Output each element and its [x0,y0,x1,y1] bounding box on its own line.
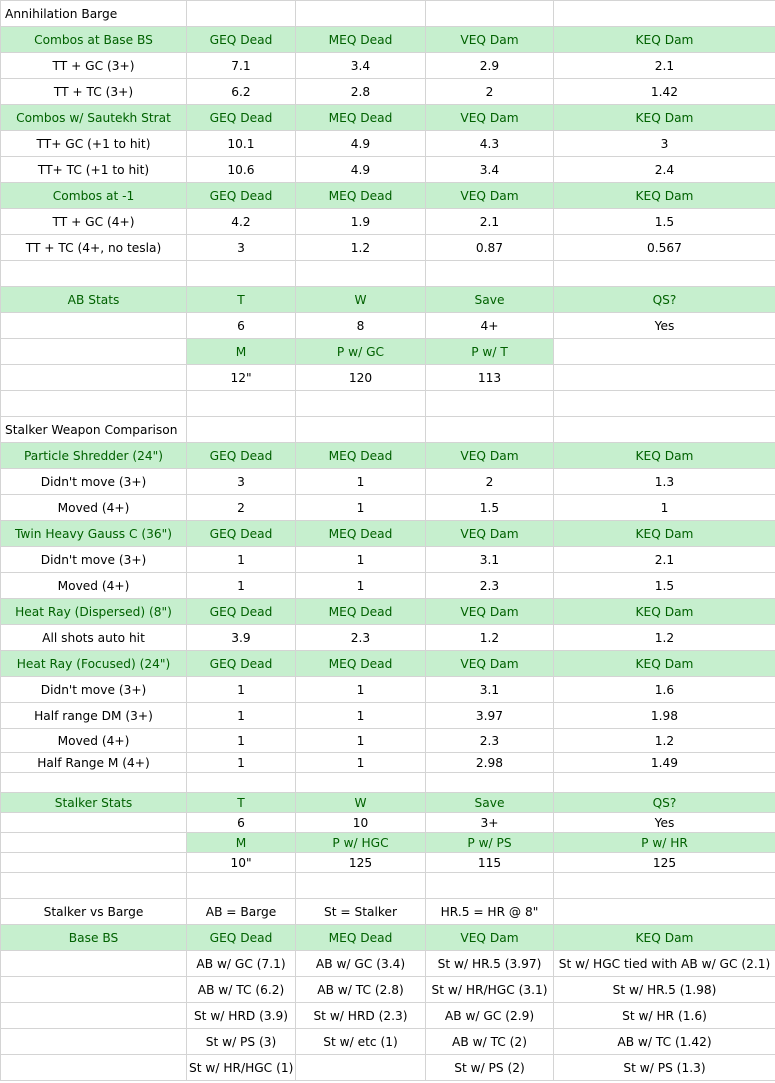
cell[interactable] [187,773,296,793]
cell[interactable]: Stalker vs Barge [1,899,187,925]
cell[interactable]: 1 [187,729,296,753]
cell[interactable]: VEQ Dam [426,183,554,209]
cell[interactable]: TT + GC (4+) [1,209,187,235]
cell[interactable]: St w/ HRD (3.9) [187,1003,296,1029]
cell[interactable]: 1.2 [554,729,775,753]
table-row [1,1055,775,1081]
cell[interactable] [1,833,187,853]
cell[interactable]: 2.1 [554,547,775,573]
cell[interactable]: 2.9 [426,53,554,79]
cell[interactable]: VEQ Dam [426,651,554,677]
cell[interactable]: W [296,793,426,813]
cell[interactable] [296,773,426,793]
table-row [1,1,775,27]
cell[interactable]: Yes [554,813,775,833]
cell[interactable]: Moved (4+) [1,495,187,521]
cell[interactable]: 125 [554,853,775,873]
cell[interactable]: 10 [296,813,426,833]
table-row [1,313,775,339]
cell[interactable]: 2 [426,469,554,495]
cell[interactable]: 2.3 [426,729,554,753]
cell[interactable]: 10.6 [187,157,296,183]
cell[interactable] [187,417,296,443]
cell[interactable] [1,977,187,1003]
spreadsheet-body [1,1,775,1081]
cell[interactable]: TT + TC (3+) [1,79,187,105]
cell[interactable]: Combos at Base BS [1,27,187,53]
cell[interactable]: GEQ Dead [187,105,296,131]
cell[interactable]: St = Stalker [296,899,426,925]
cell[interactable]: Didn't move (3+) [1,677,187,703]
cell[interactable]: Moved (4+) [1,573,187,599]
cell[interactable]: W [296,287,426,313]
cell[interactable] [1,1055,187,1081]
header-row [1,287,775,313]
cell[interactable]: AB w/ TC (1.42) [554,1029,775,1055]
cell[interactable]: GEQ Dead [187,925,296,951]
cell[interactable]: Heat Ray (Dispersed) (8") [1,599,187,625]
cell[interactable] [187,261,296,287]
cell[interactable]: Base BS [1,925,187,951]
cell[interactable]: St w/ PS (2) [426,1055,554,1081]
cell[interactable]: 8 [296,313,426,339]
cell[interactable]: Stalker Weapon Comparison [1,417,187,443]
table-row [1,131,775,157]
cell[interactable]: 3.1 [426,547,554,573]
table-row [1,235,775,261]
cell[interactable]: AB w/ TC (2.8) [296,977,426,1003]
cell[interactable]: 1.49 [554,753,775,773]
cell[interactable] [1,873,187,899]
cell[interactable] [554,365,775,391]
table-row [1,1003,775,1029]
cell[interactable] [296,873,426,899]
cell[interactable]: 0.87 [426,235,554,261]
table-row [1,813,775,833]
header-row [1,521,775,547]
cell[interactable]: 1 [296,469,426,495]
cell[interactable]: 115 [426,853,554,873]
cell[interactable]: KEQ Dam [554,105,775,131]
table-row [1,677,775,703]
cell[interactable]: St w/ HR/HGC (3.1) [426,977,554,1003]
cell[interactable]: 1 [296,729,426,753]
cell[interactable] [426,773,554,793]
cell[interactable] [554,773,775,793]
cell[interactable]: Combos w/ Sautekh Strat [1,105,187,131]
cell[interactable]: KEQ Dam [554,521,775,547]
table-row [1,417,775,443]
cell[interactable] [426,261,554,287]
header-row [1,599,775,625]
cell[interactable]: GEQ Dead [187,443,296,469]
cell[interactable] [1,951,187,977]
cell[interactable]: KEQ Dam [554,183,775,209]
cell[interactable] [296,1,426,27]
cell[interactable]: 1 [554,495,775,521]
header-row [1,651,775,677]
header-row [1,443,775,469]
cell[interactable]: QS? [554,287,775,313]
cell[interactable]: MEQ Dead [296,651,426,677]
cell[interactable]: KEQ Dam [554,443,775,469]
cell[interactable]: AB w/ GC (7.1) [187,951,296,977]
cell[interactable]: Heat Ray (Focused) (24") [1,651,187,677]
cell[interactable]: QS? [554,793,775,813]
table-row [1,495,775,521]
table-row [1,1029,775,1055]
cell[interactable]: 1.9 [296,209,426,235]
cell[interactable]: Save [426,793,554,813]
cell[interactable] [1,365,187,391]
cell[interactable]: VEQ Dam [426,27,554,53]
cell[interactable]: GEQ Dead [187,183,296,209]
cell[interactable]: MEQ Dead [296,925,426,951]
cell[interactable] [296,1055,426,1081]
cell[interactable]: 120 [296,365,426,391]
cell[interactable]: AB = Barge [187,899,296,925]
cell[interactable]: AB w/ TC (6.2) [187,977,296,1003]
cell[interactable]: KEQ Dam [554,651,775,677]
cell[interactable] [1,813,187,833]
cell[interactable]: 3.1 [426,677,554,703]
cell[interactable]: St w/ etc (1) [296,1029,426,1055]
cell[interactable] [187,1,296,27]
cell[interactable]: M [187,339,296,365]
cell[interactable] [296,391,426,417]
cell[interactable]: 1 [296,703,426,729]
cell[interactable] [1,773,187,793]
cell[interactable] [1,313,187,339]
cell[interactable] [426,873,554,899]
table-row [1,53,775,79]
cell[interactable] [426,417,554,443]
cell[interactable]: 0.567 [554,235,775,261]
cell[interactable]: 3.4 [426,157,554,183]
cell[interactable]: 3 [187,469,296,495]
cell[interactable]: Particle Shredder (24") [1,443,187,469]
cell[interactable]: Combos at -1 [1,183,187,209]
cell[interactable] [187,873,296,899]
cell[interactable]: MEQ Dead [296,27,426,53]
cell[interactable]: 3.4 [296,53,426,79]
cell[interactable]: 1 [187,703,296,729]
cell[interactable]: St w/ HGC tied with AB w/ GC (2.1) [554,951,775,977]
cell[interactable]: 10.1 [187,131,296,157]
cell[interactable] [187,391,296,417]
cell[interactable]: St w/ HR/HGC (1) [187,1055,296,1081]
table-row [1,899,775,925]
cell[interactable] [426,1,554,27]
cell[interactable]: Stalker Stats [1,793,187,813]
cell[interactable]: MEQ Dead [296,599,426,625]
cell[interactable]: AB w/ GC (3.4) [296,951,426,977]
cell[interactable]: 1 [296,495,426,521]
cell[interactable]: Save [426,287,554,313]
header-row [1,793,775,813]
cell[interactable]: 2 [187,495,296,521]
cell[interactable]: KEQ Dam [554,599,775,625]
cell[interactable]: 6 [187,813,296,833]
cell[interactable]: MEQ Dead [296,521,426,547]
table-row [1,339,775,365]
cell[interactable]: 1 [296,547,426,573]
cell[interactable]: 2.4 [554,157,775,183]
header-row [1,183,775,209]
header-row [1,27,775,53]
cell[interactable] [296,417,426,443]
cell[interactable]: 1 [187,677,296,703]
cell[interactable]: TT + TC (4+, no tesla) [1,235,187,261]
cell[interactable]: St w/ HR (1.6) [554,1003,775,1029]
cell[interactable]: 1.2 [554,625,775,651]
header-row [1,925,775,951]
cell[interactable] [554,1,775,27]
cell[interactable]: 3+ [426,813,554,833]
cell[interactable] [554,873,775,899]
cell[interactable]: 4.9 [296,131,426,157]
cell[interactable]: 125 [296,853,426,873]
cell[interactable]: MEQ Dead [296,183,426,209]
header-row [1,105,775,131]
table-row [1,703,775,729]
cell[interactable]: 1 [187,573,296,599]
table-row [1,573,775,599]
cell[interactable]: 3 [554,131,775,157]
cell[interactable]: 1 [296,677,426,703]
table-row [1,209,775,235]
cell[interactable]: Annihilation Barge [1,1,187,27]
table-row [1,977,775,1003]
cell[interactable]: KEQ Dam [554,27,775,53]
table-row [1,469,775,495]
cell[interactable]: 2 [426,79,554,105]
cell[interactable] [554,417,775,443]
cell[interactable]: 2.1 [426,209,554,235]
cell[interactable]: 113 [426,365,554,391]
table-row [1,853,775,873]
cell[interactable] [554,899,775,925]
cell[interactable]: 3.97 [426,703,554,729]
table-row [1,873,775,899]
cell[interactable]: St w/ HR.5 (3.97) [426,951,554,977]
cell[interactable] [1,853,187,873]
cell[interactable]: TT + GC (3+) [1,53,187,79]
table-row [1,833,775,853]
cell[interactable]: AB w/ TC (2) [426,1029,554,1055]
table-row [1,79,775,105]
cell[interactable]: 1 [187,547,296,573]
cell[interactable]: Half range DM (3+) [1,703,187,729]
cell[interactable]: Didn't move (3+) [1,547,187,573]
cell[interactable]: T [187,287,296,313]
table-row [1,365,775,391]
cell[interactable]: 4.2 [187,209,296,235]
cell[interactable]: Yes [554,313,775,339]
cell[interactable]: 3.9 [187,625,296,651]
table-row [1,951,775,977]
cell[interactable]: 1.2 [426,625,554,651]
cell[interactable]: 1.5 [554,209,775,235]
cell[interactable]: VEQ Dam [426,521,554,547]
table-row [1,753,775,773]
cell[interactable] [1,391,187,417]
cell[interactable]: 1.5 [426,495,554,521]
cell[interactable]: 6 [187,313,296,339]
cell[interactable]: 1.42 [554,79,775,105]
cell[interactable] [1,1029,187,1055]
cell[interactable]: AB Stats [1,287,187,313]
cell[interactable]: MEQ Dead [296,105,426,131]
cell[interactable] [426,391,554,417]
cell[interactable]: 4.9 [296,157,426,183]
cell[interactable]: 1 [296,753,426,773]
cell[interactable]: P w/ GC [296,339,426,365]
cell[interactable]: 12" [187,365,296,391]
cell[interactable]: TT+ TC (+1 to hit) [1,157,187,183]
cell[interactable]: 1.98 [554,703,775,729]
cell[interactable]: Twin Heavy Gauss C (36") [1,521,187,547]
cell[interactable]: 10" [187,853,296,873]
cell[interactable] [554,391,775,417]
cell[interactable]: 1.5 [554,573,775,599]
cell[interactable]: P w/ HR [554,833,775,853]
cell[interactable] [1,1003,187,1029]
cell[interactable]: 7.1 [187,53,296,79]
table-row [1,547,775,573]
table-row [1,729,775,753]
cell[interactable]: GEQ Dead [187,651,296,677]
cell[interactable]: AB w/ GC (2.9) [426,1003,554,1029]
table-row [1,391,775,417]
cell[interactable]: TT+ GC (+1 to hit) [1,131,187,157]
cell[interactable]: 2.8 [296,79,426,105]
table-row [1,157,775,183]
cell[interactable]: 6.2 [187,79,296,105]
cell[interactable] [554,339,775,365]
cell[interactable]: GEQ Dead [187,27,296,53]
cell[interactable]: MEQ Dead [296,443,426,469]
cell[interactable]: 2.98 [426,753,554,773]
cell[interactable]: 1.2 [296,235,426,261]
cell[interactable]: Half Range M (4+) [1,753,187,773]
cell[interactable]: St w/ PS (3) [187,1029,296,1055]
cell[interactable]: M [187,833,296,853]
cell[interactable] [554,261,775,287]
cell[interactable]: 4+ [426,313,554,339]
cell[interactable]: 1 [187,753,296,773]
table-row [1,625,775,651]
cell[interactable]: 2.3 [426,573,554,599]
cell[interactable]: VEQ Dam [426,443,554,469]
cell[interactable]: HR.5 = HR @ 8" [426,899,554,925]
cell[interactable]: Moved (4+) [1,729,187,753]
cell[interactable]: VEQ Dam [426,599,554,625]
cell[interactable] [1,261,187,287]
cell[interactable]: P w/ T [426,339,554,365]
cell[interactable]: 3 [187,235,296,261]
cell[interactable]: T [187,793,296,813]
cell[interactable]: 1.3 [554,469,775,495]
cell[interactable]: VEQ Dam [426,925,554,951]
cell[interactable]: St w/ PS (1.3) [554,1055,775,1081]
cell[interactable] [296,261,426,287]
cell[interactable]: St w/ HR.5 (1.98) [554,977,775,1003]
cell[interactable]: GEQ Dead [187,599,296,625]
cell[interactable]: 1.6 [554,677,775,703]
cell[interactable]: Didn't move (3+) [1,469,187,495]
cell[interactable]: KEQ Dam [554,925,775,951]
table-row [1,261,775,287]
cell[interactable]: St w/ HRD (2.3) [296,1003,426,1029]
cell[interactable]: GEQ Dead [187,521,296,547]
table-row [1,773,775,793]
cell[interactable]: P w/ PS [426,833,554,853]
cell[interactable]: All shots auto hit [1,625,187,651]
cell[interactable]: VEQ Dam [426,105,554,131]
cell[interactable]: P w/ HGC [296,833,426,853]
cell[interactable]: 1 [296,573,426,599]
cell[interactable]: 4.3 [426,131,554,157]
cell[interactable]: 2.3 [296,625,426,651]
cell[interactable] [1,339,187,365]
cell[interactable]: 2.1 [554,53,775,79]
